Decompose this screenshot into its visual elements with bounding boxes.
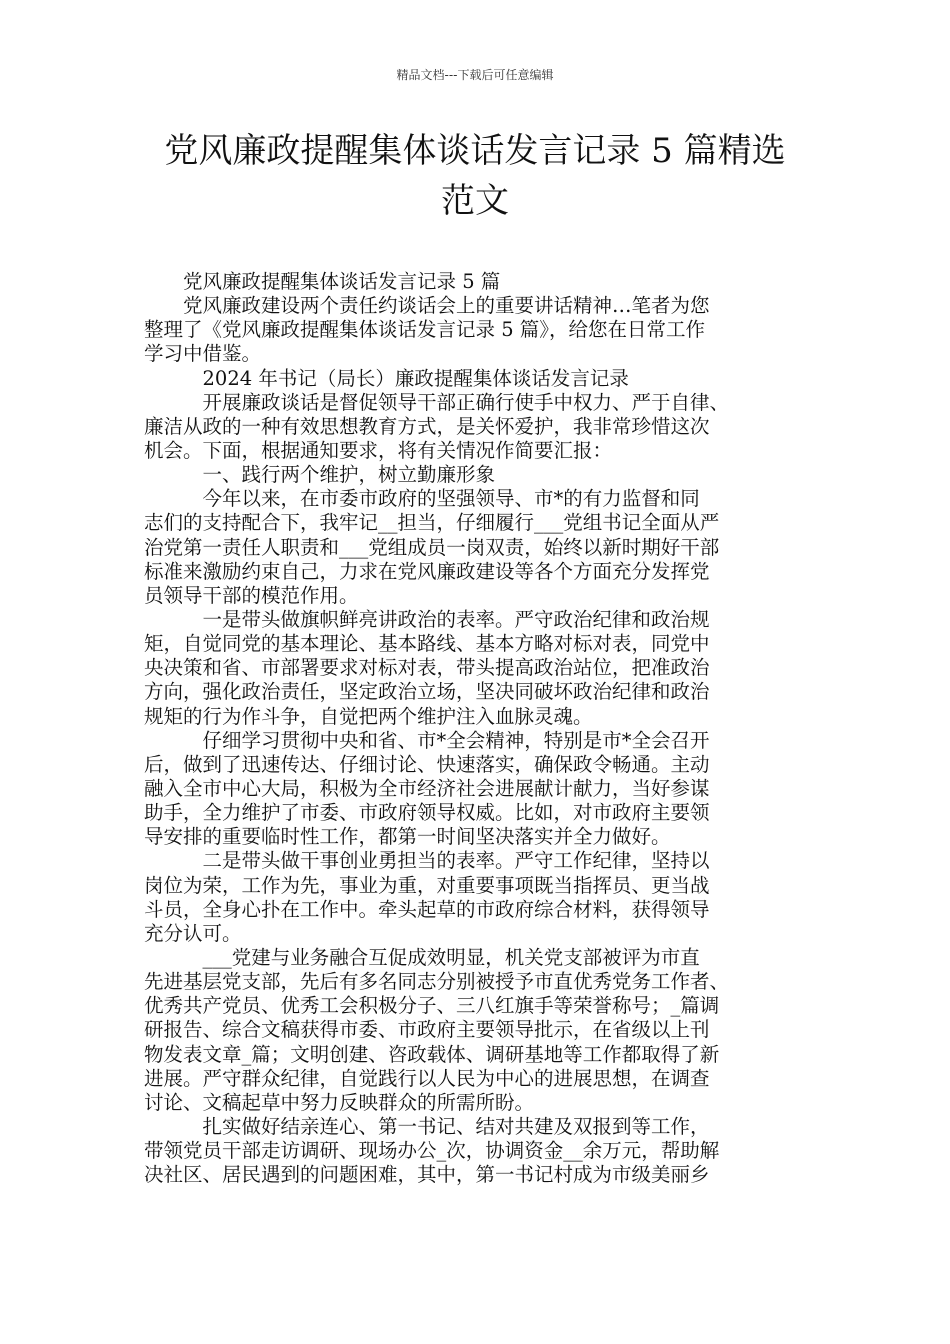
body-text-line: 廉洁从政的一种有效思想教育方式，是关怀爱护，我非常珍惜这次: [144, 414, 710, 438]
body-text-line: 研报告、综合文稿获得市委、市政府主要领导批示，在省级以上刊: [144, 1018, 710, 1042]
body-text-line: 助手，全力维护了市委、市政府领导权威。比如，对市政府主要领: [144, 801, 710, 825]
body-text-line: 党风廉政提醒集体谈话发言记录 5 篇: [144, 270, 501, 293]
body-text-line: 后，做到了迅速传达、仔细讨论、快速落实，确保政令畅通。主动: [144, 752, 710, 776]
body-text-line: 机会。下面，根据通知要求，将有关情况作简要汇报：: [144, 438, 613, 462]
page-header-note: 精品文档---下载后可任意编辑: [396, 68, 554, 82]
body-text-line: 矩，自觉同党的基本理论、基本路线、基本方略对标对表，同党中: [144, 632, 710, 656]
body-text-line: 整理了《党风廉政提醒集体谈话发言记录 5 篇》，给您在日常工作: [144, 318, 706, 342]
body-text-line: 一是带头做旗帜鲜亮讲政治的表率。严守政治纪律和政治规: [144, 607, 710, 631]
body-text-line: 融入全市中心大局，积极为全市经济社会进展献计献力，当好参谋: [144, 776, 710, 800]
document-body: [144, 270, 808, 1187]
body-text-line: 一、践行两个维护，树立勤廉形象: [144, 463, 496, 487]
body-text-line: 开展廉政谈话是督促领导干部正确行使手中权力、严于自律、: [144, 390, 730, 414]
body-text-line: 优秀共产党员、优秀工会积极分子、三八红旗手等荣誉称号；_篇调: [144, 994, 720, 1018]
body-text-line: 决社区、居民遇到的问题困难，其中，第一书记村成为市级美丽乡: [144, 1163, 710, 1187]
body-text-line: 党风廉政建设两个责任约谈话会上的重要讲话精神…笔者为您: [144, 294, 710, 318]
body-text-line: 2024 年书记（局长）廉政提醒集体谈话发言记录: [144, 366, 629, 390]
body-text-line: 学习中借鉴。: [144, 342, 262, 366]
document-title-line-2: 范文: [441, 181, 509, 221]
body-text-line: 带领党员干部走访调研、现场办公_次，协调资金__余万元，帮助解: [144, 1139, 720, 1163]
body-text-line: 进展。严守群众纪律，自觉践行以人民为中心的进展思想，在调查: [144, 1066, 710, 1090]
body-text-line: 二是带头做干事创业勇担当的表率。严守工作纪律，坚持以: [144, 849, 710, 873]
body-text-line: 方向，强化政治责任，坚定政治立场，坚决同破坏政治纪律和政治: [144, 680, 710, 704]
body-text-line: 扎实做好结亲连心、第一书记、结对共建及双报到等工作，: [144, 1114, 710, 1138]
body-text-line: 斗员，全身心扑在工作中。牵头起草的市政府综合材料，获得领导: [144, 897, 710, 921]
body-text-line: 讨论、文稿起草中努力反映群众的所需所盼。: [144, 1090, 535, 1114]
body-text-line: 央决策和省、市部署要求对标对表，带头提高政治站位，把准政治: [144, 656, 710, 680]
body-text-line: 员领导干部的模范作用。: [144, 583, 359, 607]
body-text-line: 标准来激励约束自己，力求在党风廉政建设等各个方面充分发挥党: [144, 559, 710, 583]
body-text-line: 先进基层党支部，先后有多名同志分别被授予市直优秀党务工作者、: [144, 970, 730, 994]
body-text-line: 物发表文章_篇；文明创建、咨政载体、调研基地等工作都取得了新: [144, 1042, 720, 1066]
body-text-line: 岗位为荣，工作为先，事业为重，对重要事项既当指挥员、更当战: [144, 873, 710, 897]
document-title: [120, 126, 830, 226]
document-title-line-1: 党风廉政提醒集体谈话发言记录 5 篇精选: [164, 131, 786, 171]
body-text-line: 治党第一责任人职责和___党组成员一岗双责，始终以新时期好干部: [144, 535, 720, 559]
body-text-line: 充分认可。: [144, 921, 242, 945]
body-text-line: 仔细学习贯彻中央和省、市*全会精神，特别是市*全会召开: [144, 728, 710, 752]
body-text-line: 今年以来，在市委市政府的坚强领导、市*的有力监督和同: [144, 487, 700, 511]
body-text-line: 导安排的重要临时性工作，都第一时间坚决落实并全力做好。: [144, 825, 671, 849]
body-text-line: 规矩的行为作斗争，自觉把两个维护注入血脉灵魂。: [144, 704, 593, 728]
body-text-line: ___党建与业务融合互促成效明显，机关党支部被评为市直: [144, 945, 700, 969]
body-text-line: 志们的支持配合下，我牢记__担当，仔细履行___党组书记全面从严: [144, 511, 720, 535]
